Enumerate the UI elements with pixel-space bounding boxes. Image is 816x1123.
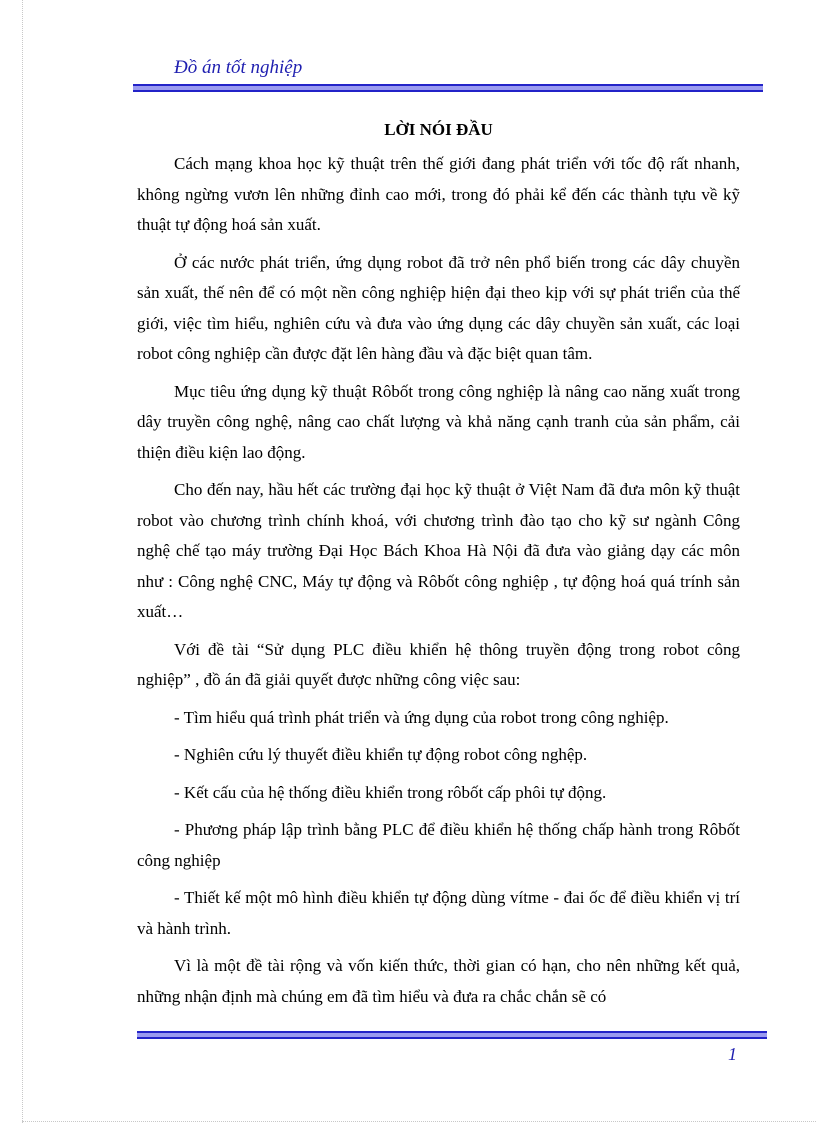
page-number: 1	[728, 1044, 737, 1064]
list-item: - Nghiên cứu lý thuyết điều khiển tự động robot công nghệp.	[174, 745, 588, 764]
list-item: - Kết cấu của hệ thống điều khiển trong rôbốt cấp phôi tự động.	[174, 782, 607, 802]
list-item: - Phương pháp lập trình bằng PLC để điều khiển hệ thống chấp hành trong Rôbốt công nghiệp	[137, 820, 740, 870]
section-heading: LỜI NÓI ĐẦU	[384, 120, 493, 139]
page-margin-guide-bottom	[22, 1121, 816, 1122]
list-item: - Thiết kế một mô hình điều khiển tự động dùng vítme - đai ốc để điều khiển vị trí và hành trình.	[137, 888, 740, 938]
running-header-title: Đồ án tốt nghiệp	[174, 57, 303, 78]
paragraph: Mục tiêu ứng dụng kỹ thuật Rôbốt trong công nghiệp là nâng cao năng xuất trong dây truyền công nghệ, nâng cao chất lượng và khả năng cạnh tranh của sản phẩm, cải thiện điều kiện lao động.	[137, 381, 740, 462]
header-rule	[133, 84, 763, 92]
page-body	[137, 117, 740, 1019]
paragraph: Với đề tài “Sử dụng PLC điều khiển hệ thông truyền động trong robot công nghiệp” , đồ án đã giải quyết được những công việc sau:	[137, 639, 740, 689]
page-margin-guide-left	[22, 0, 23, 1123]
paragraph: Cho đến nay, hầu hết các trường đại học kỹ thuật ở Việt Nam đã đưa môn kỹ thuật robot vào chương trình chính khoá, với chương trình đào tạo cho kỹ sư ngành Công nghệ chế tạo máy trường Đại Học Bách Khoa Hà Nội đã đưa vào giảng dạy các môn như : Công nghệ CNC, Máy tự động và Rôbốt công nghiệp , tự động hoá quá trính sản xuất…	[137, 480, 740, 621]
paragraph: Ở các nước phát triển, ứng dụng robot đã trở nên phổ biến trong các dây chuyền sản xuất, thế nên để có một nền công nghiệp hiện đại theo kịp với sự phát triển của thế giới, việc tìm hiểu, nghiên cứu và đưa vào ứng dụng các dây chuyền sản xuất, các loại robot công nghiệp cần được đặt lên hàng đầu và đặc biệt quan tâm.	[137, 252, 740, 363]
paragraph: Cách mạng khoa học kỹ thuật trên thế giới đang phát triển với tốc độ rất nhanh, không ngừng vươn lên những đỉnh cao mới, trong đó phải kể đến các thành tựu về kỹ thuật tự động hoá sản xuất.	[137, 154, 740, 234]
list-item: - Tìm hiểu quá trình phát triển và ứng dụng của robot trong công nghiệp.	[174, 707, 669, 727]
paragraph: Vì là một đề tài rộng và vốn kiến thức, thời gian có hạn, cho nên những kết quả, những nhận định mà chúng em đã tìm hiểu và đưa ra chắc chắn sẽ có	[137, 956, 740, 1006]
footer-rule	[137, 1031, 767, 1039]
